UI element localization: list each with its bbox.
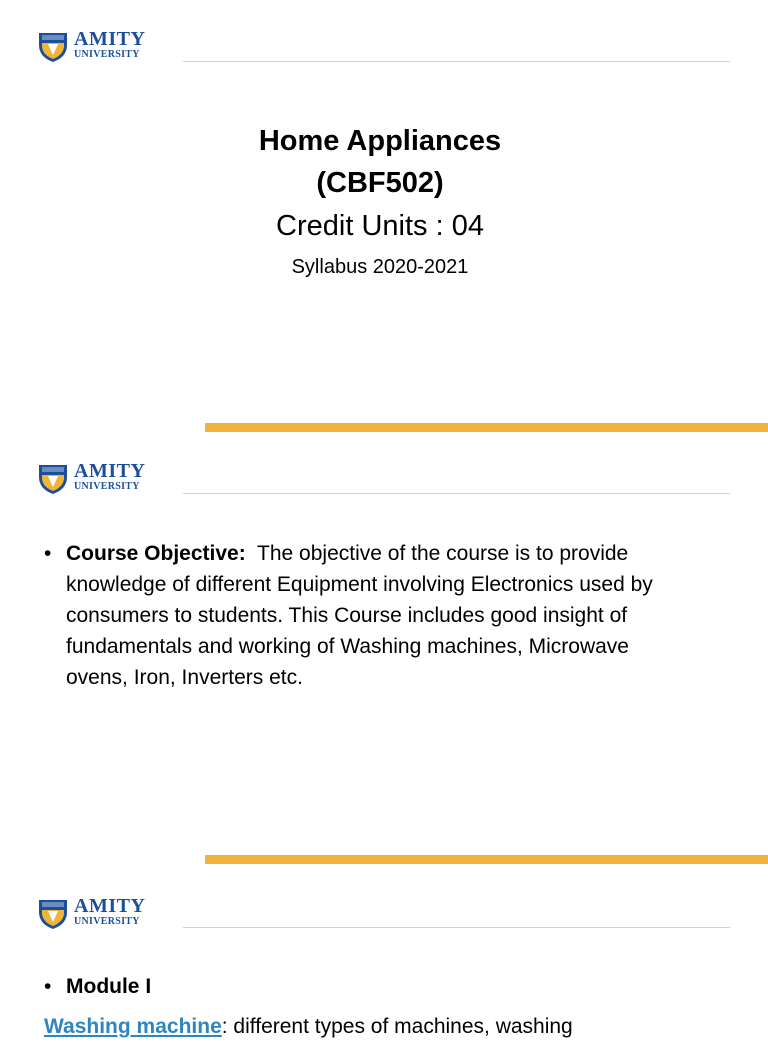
module-topic-text: : different types of machines, washing (221, 1015, 573, 1038)
objective-text: knowledge of different Equipment involving Electronics used by (66, 573, 653, 596)
footer-bar (205, 855, 768, 864)
amity-logo (36, 29, 170, 63)
module-list (44, 971, 744, 1002)
objective-text: ovens, Iron, Inverters etc. (66, 666, 303, 689)
crest-icon (36, 461, 70, 495)
amity-logo (36, 896, 170, 930)
course-code: (CBF502) (316, 167, 444, 199)
objective-text: consumers to students. This Course includes good insight of (66, 604, 628, 627)
objective-list (44, 538, 744, 693)
header-rule (183, 61, 730, 62)
objective-label: Course Objective: (66, 542, 246, 565)
bullet-icon: • (44, 542, 52, 565)
list-item (44, 971, 744, 1002)
washing-machine-link[interactable]: Washing machine (44, 1015, 222, 1038)
logo-brand-text: AMITY (74, 895, 146, 917)
slide-objective (0, 434, 768, 866)
logo-subtitle-text: UNIVERSITY (74, 49, 140, 60)
logo-subtitle-text: UNIVERSITY (74, 916, 140, 927)
slide-module (0, 868, 768, 1038)
objective-text: The objective of the course is to provide (257, 542, 629, 565)
objective-line (66, 538, 744, 569)
logo-subtitle-text: UNIVERSITY (74, 481, 140, 492)
credit-units: Credit Units : 04 (276, 210, 484, 242)
objective-text: fundamentals and working of Washing machines, Microwave (66, 635, 629, 658)
slide-title (0, 0, 768, 430)
header-rule (183, 927, 730, 928)
footer-bar (205, 423, 768, 432)
amity-logo (36, 461, 170, 495)
bullet-icon: • (44, 975, 52, 998)
crest-icon (36, 29, 70, 63)
logo-brand-text: AMITY (74, 28, 146, 50)
module-heading: Module I (66, 975, 152, 998)
list-item (44, 538, 744, 693)
logo-brand-text: AMITY (74, 460, 146, 482)
course-title: Home Appliances (258, 125, 502, 157)
module-topic-line (44, 1011, 573, 1042)
header-rule (183, 493, 730, 494)
crest-icon (36, 896, 70, 930)
syllabus-year: Syllabus 2020-2021 (291, 256, 469, 278)
